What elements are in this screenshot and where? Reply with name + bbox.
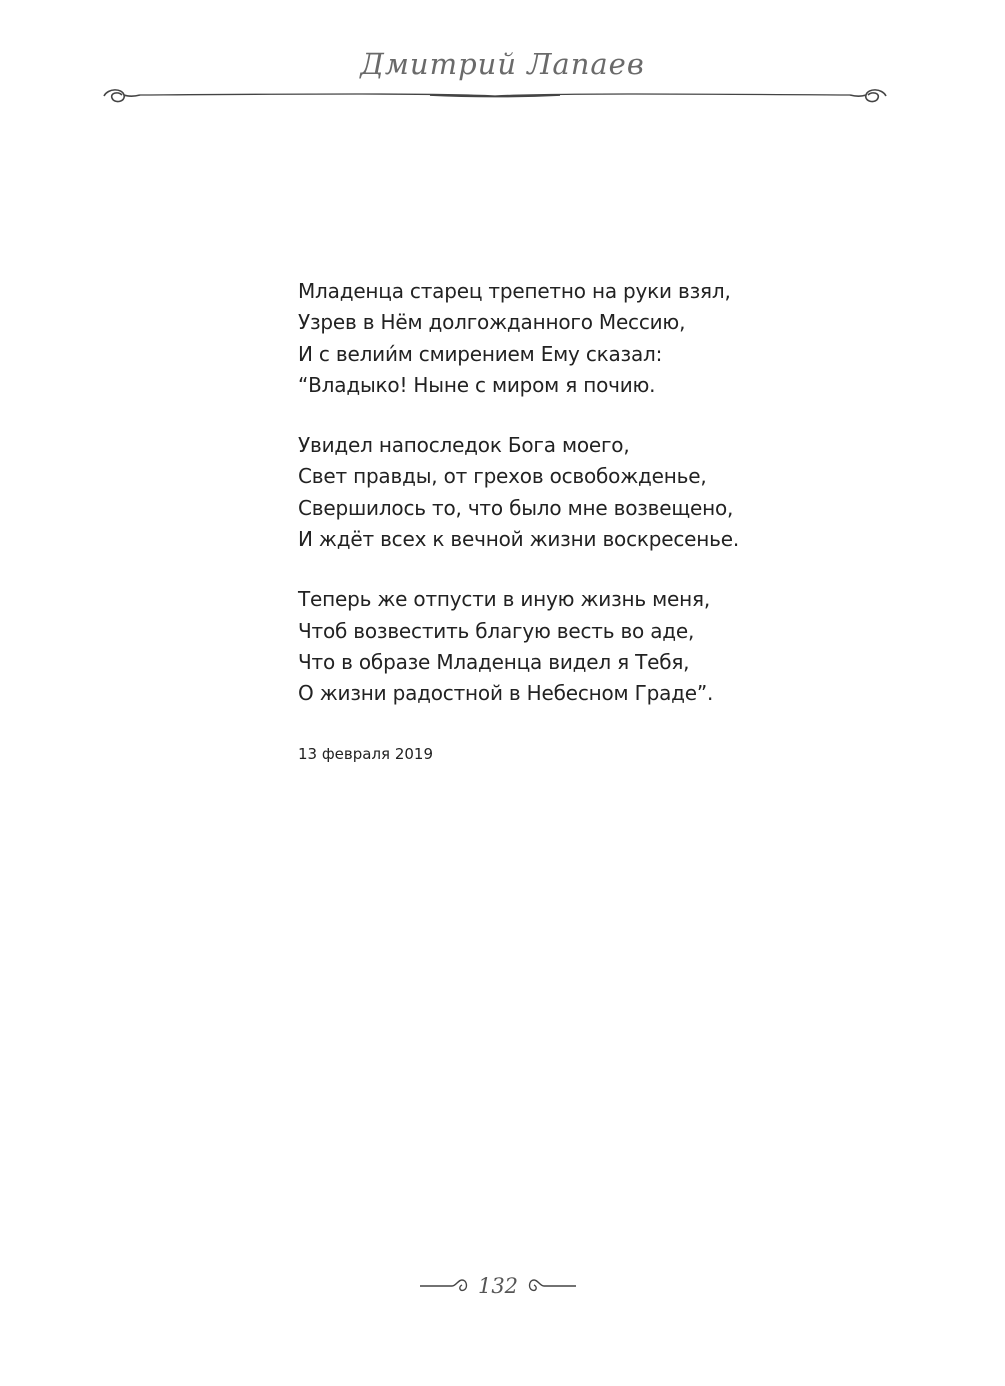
- left-flourish-icon: [104, 90, 140, 102]
- poem-line: И с велии́м смирением Ему сказал:: [298, 341, 663, 366]
- poem-line: О жизни радостной в Небесном Граде”.: [298, 681, 714, 706]
- poem-line: “Владыко! Ныне с миром я почию.: [298, 372, 656, 397]
- header-rule-line: [140, 94, 850, 96]
- poem-line: Увидел напоследок Бога моего,: [298, 433, 630, 458]
- poem-line: Узрев в Нём долгожданного Мессию,: [298, 310, 686, 335]
- poem-body: [298, 276, 858, 739]
- poem-line: Теперь же отпусти в иную жизнь меня,: [298, 587, 710, 612]
- poem-line: Что в образе Младенца видел я Тебя,: [298, 649, 690, 674]
- stanza-3: [298, 584, 858, 709]
- poem-line: Младенца старец трепетно на руки взял,: [298, 279, 731, 303]
- poem-line: Свершилось то, что было мне возвещено,: [298, 495, 734, 520]
- poem-line: Свет правды, от грехов освобожденье,: [298, 464, 707, 489]
- poem-line: И ждёт всех к вечной жизни воскресенье.: [298, 527, 739, 552]
- poem-line: Чтоб возвестить благую весть во аде,: [298, 618, 695, 643]
- stanza-1: [298, 276, 858, 401]
- running-head-author: Дмитрий Лапаев: [360, 47, 645, 81]
- stanza-2: [298, 430, 858, 555]
- page-number: 132: [477, 1274, 519, 1298]
- poem-date: 13 февраля 2019: [298, 745, 434, 763]
- header-rule-center-swell: [430, 95, 560, 97]
- right-flourish-icon: [850, 90, 886, 102]
- page-folio: [418, 1268, 578, 1304]
- header-ornament-rule: [100, 82, 890, 112]
